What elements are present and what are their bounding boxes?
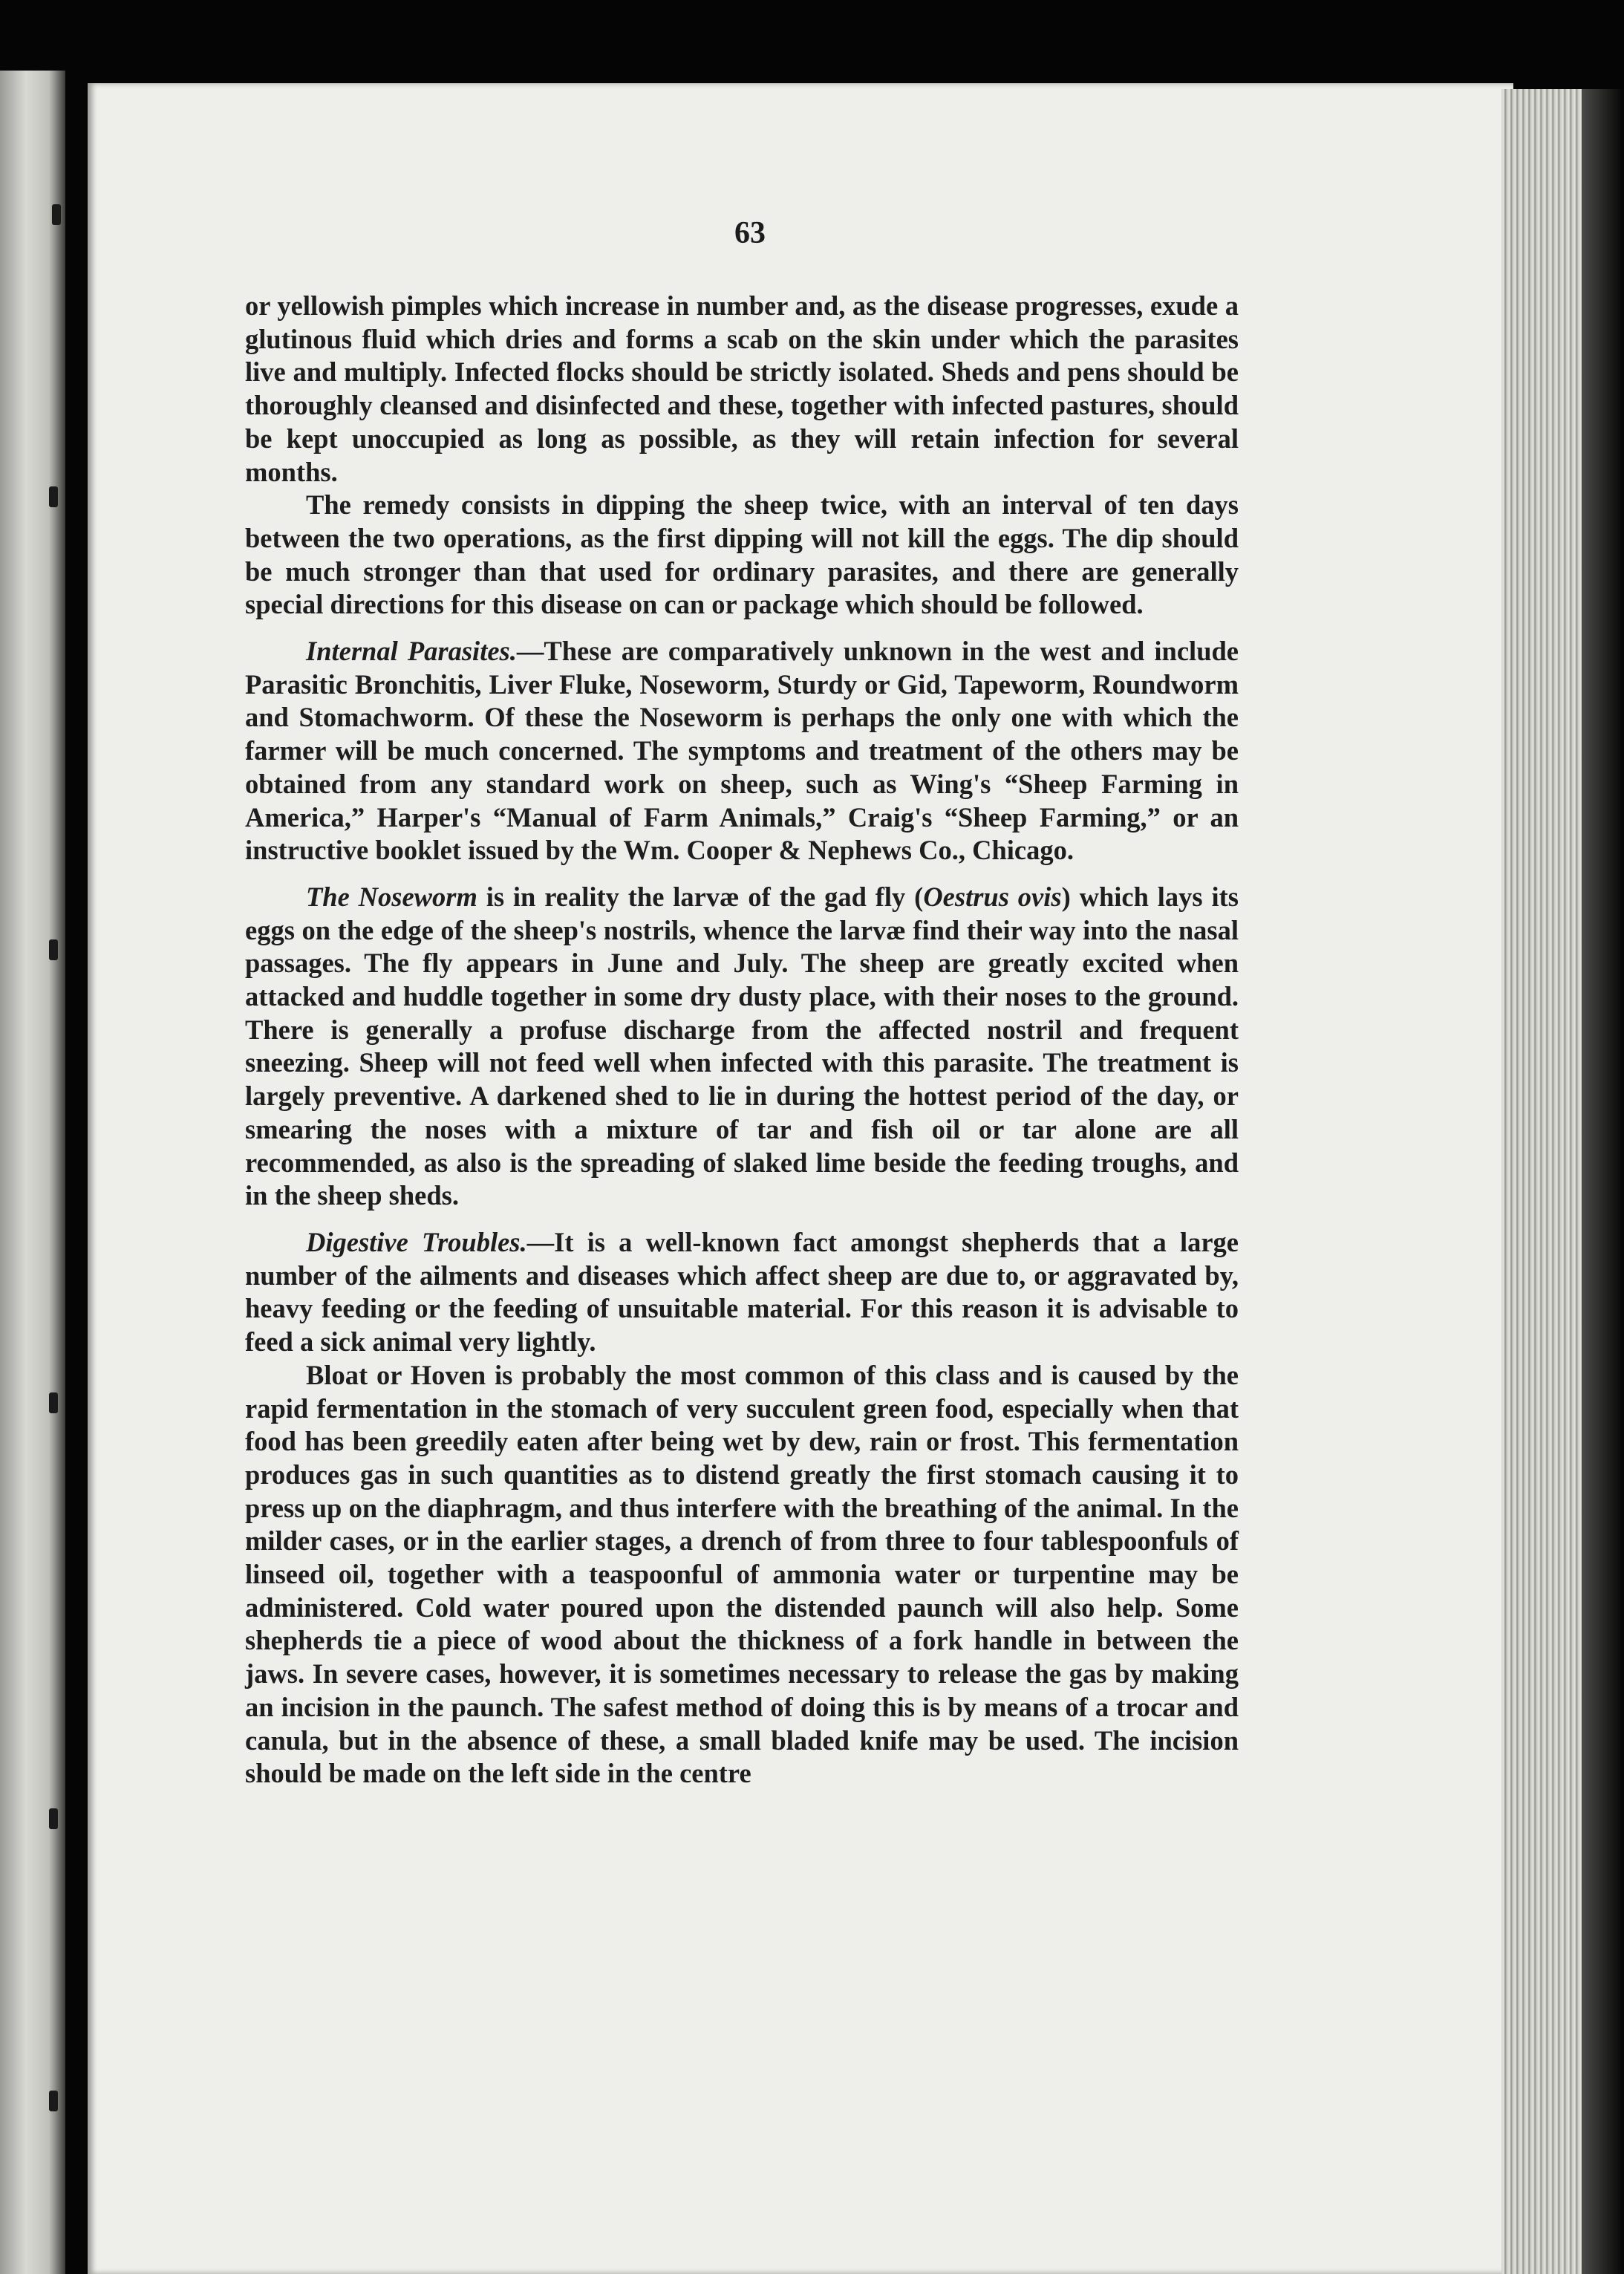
body-text: [245, 290, 1239, 1791]
section-heading: The Noseworm: [306, 881, 477, 912]
paragraph: [245, 489, 1239, 622]
page-number: 63: [734, 216, 766, 250]
page-edge-shadow: [1582, 89, 1624, 2274]
paragraph: [245, 635, 1239, 867]
text-run: or yellowish pimples which increase in number and, as the disease progresses, exude a glutinous fluid which dries and forms a scab on the skin under which the parasites live and multiply. Infected flocks should be strictly isolated. Sheds and pens should be thoroughly cleansed and disinfected and these, together with infected pastures, should be kept unoccupied as long as possible, as they will retain infection for several months.: [245, 290, 1239, 487]
text-run: Bloat or Hoven is probably the most common of this class and is caused by the rapid fermentation in the stomach of very succulent green food, especially when that food has been greedily eaten after being wet by dew, rain or frost. This fermentation produces gas in such quantities as to distend greatly the first stomach causing it to press up on the diaphragm, and thus interfere with the breathing of the animal. In the milder cases, or in the earlier stages, a drench of from three to four tablespoonfuls of linseed oil, together with a teaspoonful of ammonia water or turpentine may be administered. Cold water poured upon the distended paunch will also help. Some shepherds tie a piece of wood about the thickness of a fork handle in between the jaws. In severe cases, however, it is sometimes necessary to release the gas by making an incision in the paunch. The safest method of doing this is by means of a trocar and canula, but in the absence of these, a small bladed knife may be used. The incision should be made on the left side in the centre: [245, 1359, 1239, 1789]
binding-mark: [49, 1392, 58, 1413]
text-run: ) which lays its eggs on the edge of the sheep's nostrils, whence the larvæ find their way into the nasal passages. The fly appears in June and July. The sheep are greatly excited when attacked and huddle together in some dry dusty place, with their noses to the ground. There is generally a profuse discharge from the affected nostril and frequent sneezing. Sheep will not feed well when infected with this parasite. The treatment is largely preventive. A darkened shed to lie in during the hottest period of the day, or smearing the noses with a mixture of tar and fish oil or tar alone are all recommended, as also is the spreading of slaked lime beside the feeding troughs, and in the sheep sheds.: [245, 881, 1239, 1211]
binding-mark: [49, 486, 58, 507]
text-run: The remedy consists in dipping the sheep twice, with an interval of ten days between the two operations, as the first dipping will not kill the eggs. The dip should be much stronger than that used for ordinary parasites, and there are generally special directions for this disease on can or package which should be followed.: [245, 489, 1239, 620]
paragraph: [245, 290, 1239, 489]
paragraph: [245, 881, 1239, 1213]
paragraph: [245, 1226, 1239, 1359]
binding-mark: [49, 1808, 58, 1829]
binding-mark: [49, 2091, 58, 2111]
paragraph: [245, 1359, 1239, 1791]
section-heading: Digestive Troubles.: [306, 1226, 527, 1257]
text-run: is in reality the larvæ of the gad fly (: [477, 881, 924, 912]
species-name: Oestrus ovis: [923, 881, 1062, 912]
scan-left-margin-strip: [0, 71, 65, 2274]
page-stack-edge: [1501, 89, 1591, 2274]
text-run: —It is a well-known fact amongst shepherds that a large number of the ailments and diseases which affect sheep are due to, or aggravated by, heavy feeding or the feeding of unsuitable material. For this reason it is advisable to feed a sick animal very lightly.: [245, 1226, 1239, 1358]
section-heading: Internal Parasites.: [306, 636, 517, 667]
binding-mark: [49, 939, 58, 960]
text-run: —These are comparatively unknown in the west and include Parasitic Bronchitis, Liver Fluke, Noseworm, Sturdy or Gid, Tapeworm, Roundworm and Stomachworm. Of these the Noseworm is perhaps the only one with which the farmer will be much concerned. The symptoms and treatment of the others may be obtained from any standard work on sheep, such as Wing's “Sheep Farming in America,” Harper's “Manual of Farm Animals,” Craig's “Sheep Farming,” or an instructive booklet issued by the Wm. Cooper & Nephews Co., Chicago.: [245, 636, 1239, 866]
